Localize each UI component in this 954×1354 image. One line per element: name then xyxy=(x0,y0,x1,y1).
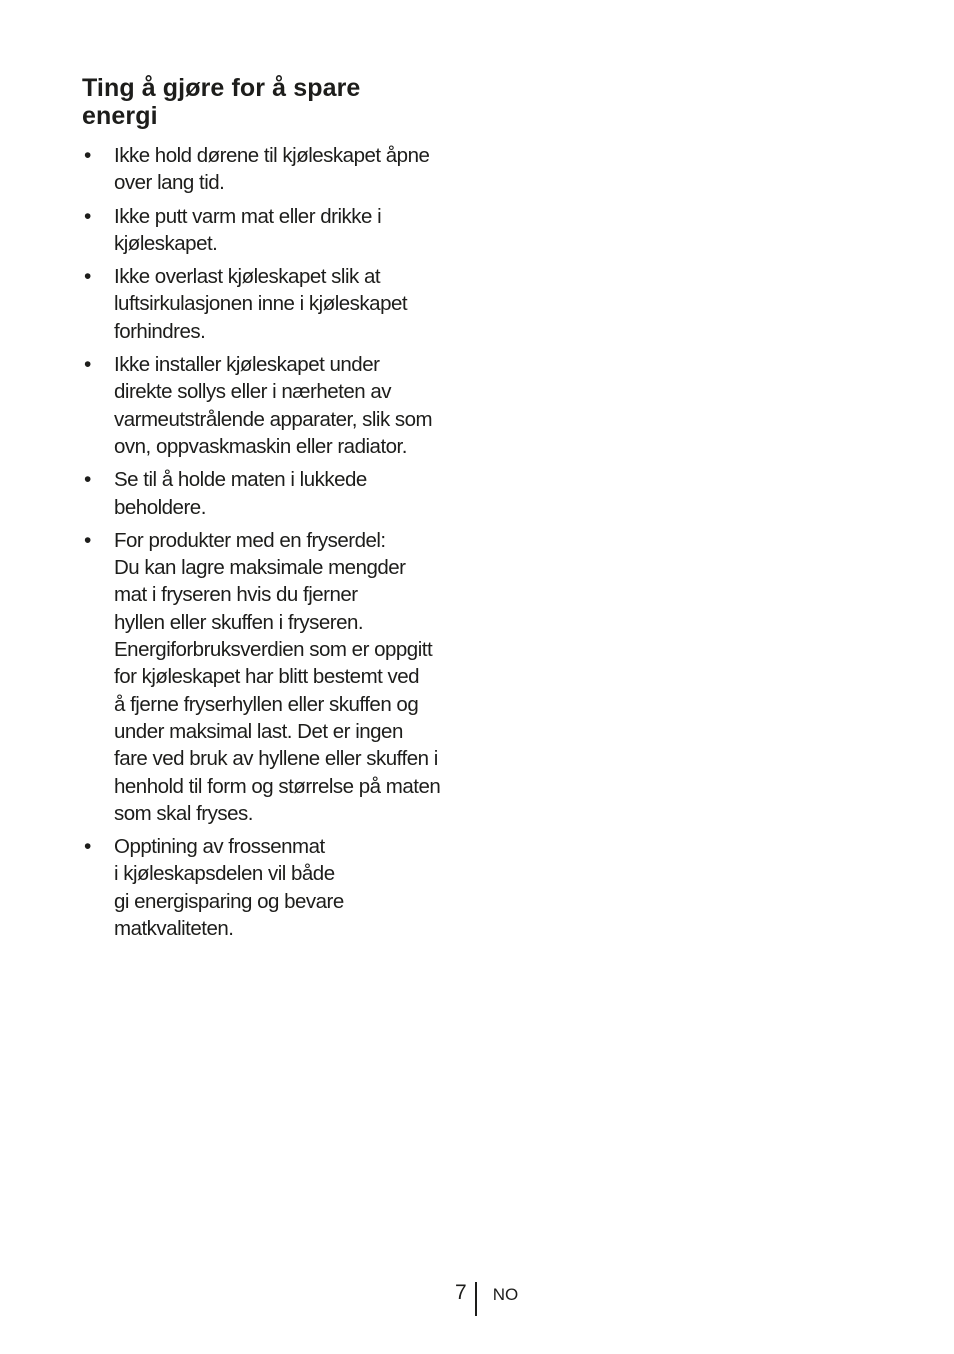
page-number: 7 xyxy=(455,1281,467,1304)
list-item xyxy=(82,263,482,345)
bullet-icon: • xyxy=(84,468,92,492)
main-content xyxy=(82,74,482,948)
list-item-text: Ikke hold dørene til kjøleskapet åpne over lang tid. xyxy=(114,144,430,195)
language-code: NO xyxy=(492,1285,519,1304)
list-item xyxy=(82,833,482,942)
list-item-text: Opptining av frossenmat i kjøleskapsdelen vil både gi energisparing og bevare matkvaliteten. xyxy=(114,835,344,941)
list-item xyxy=(82,203,482,258)
bullet-icon: • xyxy=(84,528,92,552)
list-item xyxy=(82,466,482,521)
list-item-text: Ikke overlast kjøleskapet slik at luftsirkulasjonen inne i kjøleskapet forhindres. xyxy=(114,265,408,343)
bullet-icon: • xyxy=(84,204,92,228)
list-item-text: For produkter med en fryserdel: Du kan lagre maksimale mengder mat i fryseren hvis du fjerner hyllen eller skuffen i fryseren. Energiforbruksverdien som er oppgitt for kjøleskapet har blitt bestemt ved å fjerne fryserhyllen eller skuffen og under maksimal last. Det er ingen fare ved bruk av hyllene eller skuffen i henhold til form og størrelse på maten som skal fryses. xyxy=(114,528,441,825)
bullet-icon: • xyxy=(84,835,92,859)
list-item-text: Ikke putt varm mat eller drikke i kjøleskapet. xyxy=(114,204,382,255)
list-item xyxy=(82,142,482,197)
list-item xyxy=(82,351,482,460)
section-title: Ting å gjøre for å spare energi xyxy=(82,74,361,130)
page-footer xyxy=(455,1280,518,1316)
footer-divider xyxy=(475,1282,477,1316)
list-item-text: Ikke installer kjøleskapet under direkte sollys eller i nærheten av varmeutstrålende apparater, slik som ovn, oppvaskmaskin eller radiator. xyxy=(114,353,433,458)
bullet-icon: • xyxy=(84,265,92,289)
list-item xyxy=(82,527,482,827)
bullet-icon: • xyxy=(84,353,92,377)
energy-tips-list xyxy=(82,142,482,942)
list-item-text: Se til å holde maten i lukkede beholdere. xyxy=(114,468,367,519)
bullet-icon: • xyxy=(84,144,92,167)
